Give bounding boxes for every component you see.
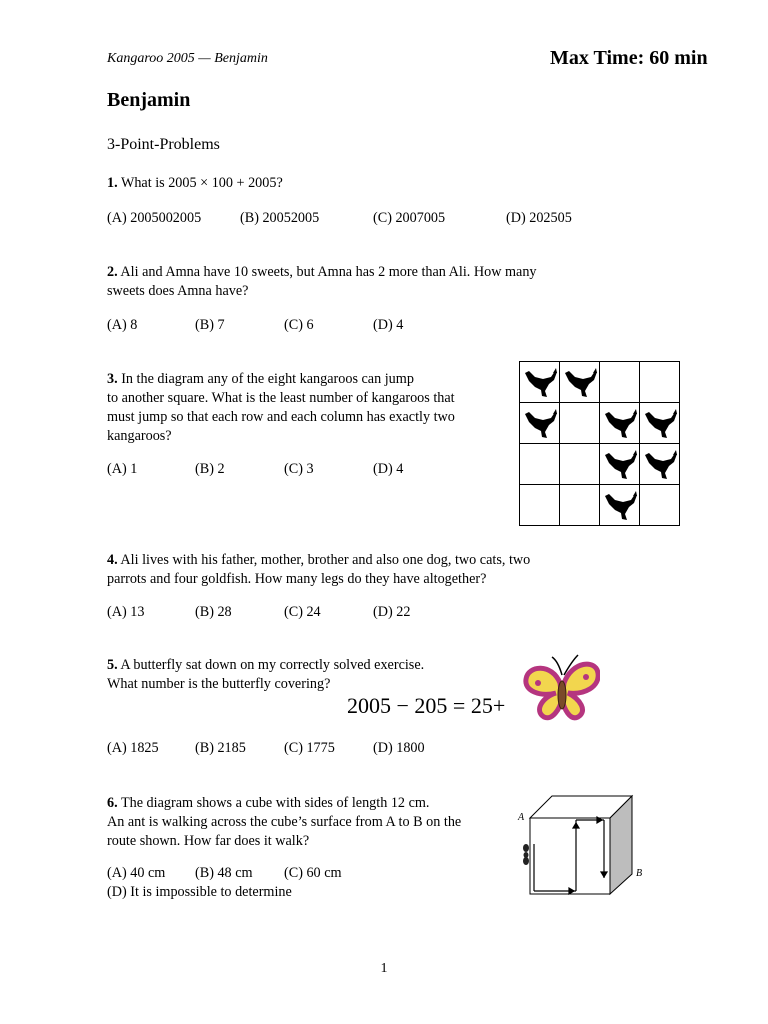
option-b: (B) 2185: [195, 740, 246, 756]
option-c: (C) 3: [284, 461, 314, 477]
question-text: What is 2005 × 100 + 2005?: [120, 175, 283, 191]
equation: 2005 − 205 = 25+: [347, 693, 506, 718]
cube-label-b: B: [636, 868, 643, 879]
option-c: (C) 60 cm: [284, 865, 342, 881]
kangaroo-grid: [519, 361, 681, 527]
kangaroo-icon: [605, 450, 637, 479]
question-number: 5.: [107, 657, 118, 673]
option-a: (A) 40 cm: [107, 865, 166, 881]
question-1-options: [107, 210, 607, 230]
question-text-line: kangaroos?: [107, 428, 172, 444]
kangaroo-icon: [525, 409, 557, 438]
header-left: Kangaroo 2005 — Benjamin: [107, 51, 268, 66]
question-text-line: route shown. How far does it walk?: [107, 833, 310, 849]
question-text-line: parrots and four goldfish. How many legs do they have altogether?: [107, 571, 487, 587]
kangaroo-icon: [565, 368, 597, 397]
kangaroo-icon: [645, 409, 677, 438]
question-6: [107, 794, 461, 851]
question-text-line: must jump so that each row and each column has exactly two: [107, 409, 455, 425]
question-text-line: A butterfly sat down on my correctly solved exercise.: [120, 657, 425, 673]
section-heading: 3-Point-Problems: [107, 136, 220, 153]
option-a: (A) 2005002005: [107, 210, 202, 226]
option-a: (A) 1: [107, 461, 138, 477]
question-text-line: to another square. What is the least number of kangaroos that: [107, 390, 455, 406]
question-3: [107, 370, 455, 446]
option-d: (D) 22: [373, 604, 411, 620]
page-number: 1: [380, 961, 388, 976]
question-text-line: What number is the butterfly covering?: [107, 676, 331, 692]
option-b: (B) 28: [195, 604, 232, 620]
butterfly-icon: [522, 653, 600, 725]
option-a: (A) 8: [107, 317, 138, 333]
page-title: Benjamin: [107, 89, 191, 111]
question-4: [107, 551, 530, 589]
header-max-time: Max Time: 60 min: [550, 47, 708, 69]
question-6-options: [107, 865, 507, 905]
cube-diagram: [512, 790, 652, 900]
question-1: [107, 174, 283, 193]
option-b: (B) 20052005: [240, 210, 320, 226]
option-d: (D) 4: [373, 317, 404, 333]
option-a: (A) 13: [107, 604, 145, 620]
question-number: 3.: [107, 371, 118, 387]
kangaroo-icon: [605, 491, 637, 520]
question-5: [107, 656, 424, 694]
question-text-line: The diagram shows a cube with sides of length 12 cm.: [120, 795, 430, 811]
kangaroo-icon: [645, 450, 677, 479]
question-text-line: In the diagram any of the eight kangaroos can jump: [121, 371, 414, 387]
option-b: (B) 48 cm: [195, 865, 253, 881]
question-2-options: [107, 317, 507, 337]
question-text-line: An ant is walking across the cube’s surface from A to B on the: [107, 814, 462, 830]
question-text-line: Ali and Amna have 10 sweets, but Amna has 2 more than Ali. How many: [120, 264, 537, 280]
option-d: (D) 202505: [506, 210, 572, 226]
cube-label-a: A: [518, 812, 525, 823]
question-5-options: [107, 740, 507, 760]
option-a: (A) 1825: [107, 740, 159, 756]
option-c: (C) 6: [284, 317, 314, 333]
question-text-line: sweets does Amna have?: [107, 283, 249, 299]
option-b: (B) 7: [195, 317, 225, 333]
kangaroo-icon: [525, 368, 557, 397]
question-number: 1.: [107, 175, 118, 191]
question-number: 6.: [107, 795, 118, 811]
question-4-options: [107, 604, 507, 624]
question-text-line: Ali lives with his father, mother, brother and also one dog, two cats, two: [120, 552, 531, 568]
question-number: 2.: [107, 264, 118, 280]
question-number: 4.: [107, 552, 118, 568]
option-c: (C) 24: [284, 604, 321, 620]
question-2: [107, 263, 537, 301]
option-b: (B) 2: [195, 461, 225, 477]
option-d: (D) 4: [373, 461, 404, 477]
option-c: (C) 2007005: [373, 210, 446, 226]
option-d: (D) 1800: [373, 740, 425, 756]
question-3-options: [107, 461, 507, 481]
kangaroo-icon: [605, 409, 637, 438]
option-c: (C) 1775: [284, 740, 335, 756]
option-d: (D) It is impossible to determine: [107, 884, 292, 900]
